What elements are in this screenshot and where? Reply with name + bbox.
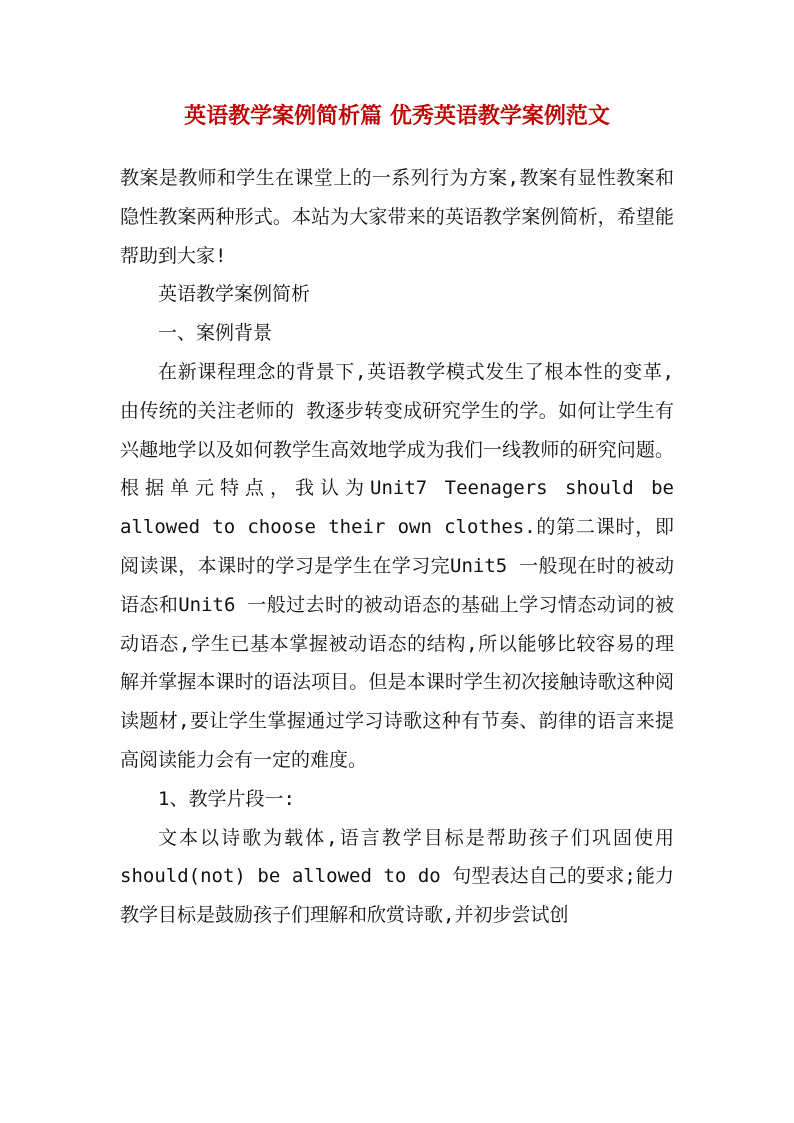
section-title: 英语教学案例简析 [158,283,311,306]
intro-paragraph: 教案是教师和学生在课堂上的一系列行为方案,教案有显性教案和隐性教案两种形式。本站为大家带来的英语教学案例简析，希望能帮助到大家! [120,167,674,267]
document-body [120,159,674,935]
teaching-segment-paragraph: 文本以诗歌为载体,语言教学目标是帮助孩子们巩固使用 should(not) be allowed to do 句型表达自己的要求;能力教学目标是鼓励孩子们理解和欣赏诗歌,并初步尝试创 [120,826,674,927]
subsection-background: 一、案例背景 [158,322,273,345]
subsection-teaching-segment-1: 1、教学片段一: [158,787,295,810]
document-title: 英语教学案例简析篇 优秀英语教学案例范文 [184,103,610,129]
background-paragraph: 在新课程理念的背景下,英语教学模式发生了根本性的变革,由传统的关注老师的 教逐步转变成研究学生的学。如何让学生有兴趣地学以及如何教学生高效地学成为我们一线教师的研究问题。根据单元特点，我认为Unit7 Teenagers should be allowed to choose their own clothes.的第二课时，即阅读课，本课时的学习是学生在学习完Unit5 一般现在时的被动语态和Unit6 一般过去时的被动语态的基础上学习情态动词的被动语态,学生已基本掌握被动语态的结构,所以能够比较容易的理解并掌握本课时的语法项目。但是本课时学生初次接触诗歌这种阅读题材,要让学生掌握通过学习诗歌这种有节奏、韵律的语言来提高阅读能力会有一定的难度。 [120,360,674,771]
